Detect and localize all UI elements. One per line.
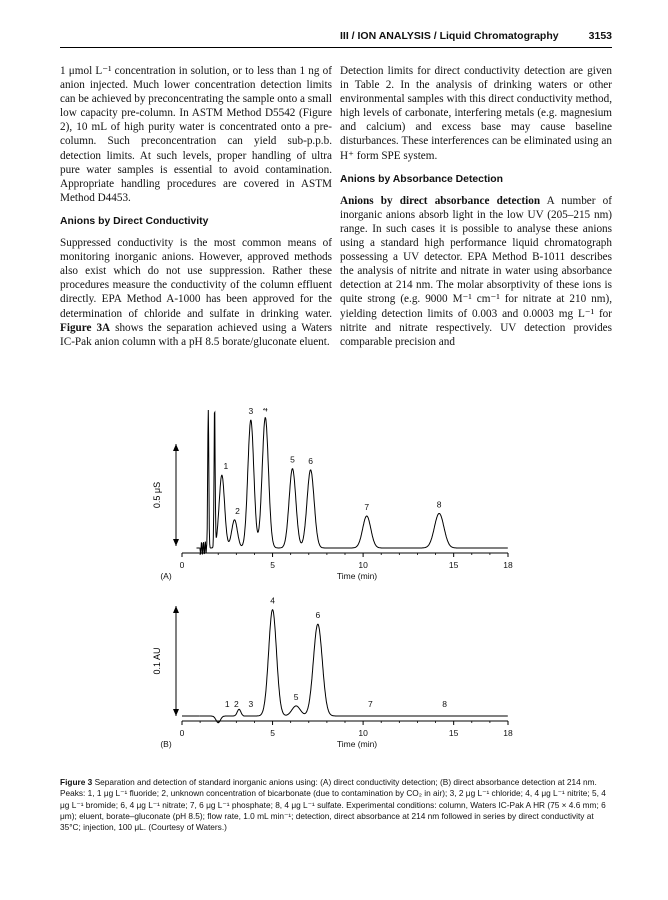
panel-a-peak-label: 6 xyxy=(308,455,313,466)
panel-b-trace xyxy=(199,610,508,723)
panel-b-peak-label: 2 xyxy=(233,699,239,709)
left-column xyxy=(60,64,332,349)
panel-b-panel-label: (B) xyxy=(160,739,172,749)
left-paragraph-2 xyxy=(60,236,332,349)
caption-label: Figure 3 xyxy=(60,777,93,787)
panel-a-peak-label: 8 xyxy=(436,499,442,510)
panel-a-peak-label: 3 xyxy=(248,408,254,416)
right-paragraph-1: Detection limits for direct conductivity detection are given in Table 2. In the analysis of drinking waters or other environmental samples with this direct conductivity method, high levels of carbonate, interfering metals (e.g. magnesium and calcium) and excess base may cause baseline disturbances. These interferences can be eliminated using an H⁺ form SPE system. xyxy=(340,65,612,162)
panel-b-scale-arrow-top xyxy=(173,606,179,613)
right-paragraph-2-text: A number of inorganic anions absorb light in the low UV (205–215 nm) range. In such cases it is possible to analyse these anions using a standard high performance liquid chromatograph possessing a UV detector. EPA Method B-1011 describes the analysis of nitrite and nitrate in water using absorbance detection at 214 nm. The molar absorptivity of these ions is quite strong (e.g. 9000 M⁻¹ cm⁻¹ for nitrate at 210 nm), yielding detection limits of 0.003 and 0.0003 mg L⁻¹ for nitrite and nitrate respectively. UV detection provides comparable precision and xyxy=(340,194,612,348)
left-paragraph-2-text: Suppressed conductivity is the most common means of monitoring inorganic anions. However, approved methods also exist which do not use suppression. Rather these procedures measure the conductivity of the column effluent directly. EPA Method A-1000 has been approved for the determination of chloride and sulfate in drinking water. xyxy=(60,237,332,320)
panel-a-y-axis-label: 0.5 μS xyxy=(152,481,162,509)
panel-b-y-axis-label: 0.1 AU xyxy=(152,647,162,675)
panel-b-peak-label: 5 xyxy=(293,691,299,702)
running-title: III / ION ANALYSIS / Liquid Chromatography xyxy=(340,30,559,42)
panel-b-peak-label: 3 xyxy=(248,699,254,709)
section-heading-direct-conductivity: Anions by Direct Conductivity xyxy=(60,215,209,227)
panel-a-peak-label: 2 xyxy=(235,505,240,516)
running-header xyxy=(340,30,612,42)
panel-a-peak-label: 7 xyxy=(364,502,370,512)
run-in-heading: Anions by direct absorbance detection xyxy=(340,194,541,207)
figure-3a-reference: Figure 3A xyxy=(60,321,111,334)
panel-a-x-tick-label: 15 xyxy=(448,560,459,570)
right-paragraph-2 xyxy=(340,194,612,349)
panel-b-x-tick-label: 18 xyxy=(503,728,513,738)
panel-b-x-tick-label: 15 xyxy=(448,728,459,738)
panel-a-x-axis-label: Time (min) xyxy=(336,571,378,581)
left-paragraph-1: 1 μmol L⁻¹ concentration in solution, or to less than 1 ng of anion injected. Much lower concentration detection limits can be achieved by preconcentrating the sample onto a small low capacity pre-column. In ASTM Method D5542 (Figure 2), 10 mL of high purity water is concentrated onto a pre-column. Such preconcentration can yield sub-p.p.b. detection limits. At such levels, proper handling of ultra pure water samples is essential to avoid contamination. Appropriate handling procedures are covered in ASTM Method D4453. xyxy=(60,65,332,204)
panel-b-peak-label: 4 xyxy=(270,595,275,606)
panel-a-x-tick-label: 18 xyxy=(503,560,513,570)
panel-a-x-tick-label: 5 xyxy=(270,560,275,570)
chromatogram-figure xyxy=(140,408,530,773)
panel-b-x-axis-label: Time (min) xyxy=(336,739,378,749)
figure-caption xyxy=(60,777,612,833)
panel-b-x-tick-label: 10 xyxy=(358,728,368,738)
figure-3 xyxy=(140,408,530,778)
section-heading-absorbance: Anions by Absorbance Detection xyxy=(340,173,504,185)
caption-text: Separation and detection of standard inorganic anions using: (A) direct conductivity detection; (B) direct absorbance detection at 214 nm. Peaks: 1, 1 μg L⁻¹ fluoride; 2, unknown concentration of bicarbonate (due to contamination by CO₂ in air); 3, 2 μg L⁻¹ chloride; 4, 4 μg L⁻¹ nitrite; 5, 4 μg L⁻¹ bromide; 6, 4 μg L⁻¹ nitrate; 7, 6 μg L⁻¹ phosphate; 8, 4 μg L⁻¹ sulfate. Experimental conditions: column, Waters IC-Pak A HR (75 × 4.6 mm; 6 μm); eluent, borate–gluconate (pH 8.5); flow rate, 1.0 mL min⁻¹; detection, direct absorbance at 214 nm followed in series by direct conductivity at 35°C; injection, 100 μL. (Courtesy of Waters.) xyxy=(60,777,606,833)
panel-b-peak-label: 1 xyxy=(224,699,230,709)
panel-a-panel-label: (A) xyxy=(160,571,172,581)
panel-a-peak-label: 4 xyxy=(262,408,268,414)
panel-a-trace xyxy=(199,410,508,554)
header-rule xyxy=(60,47,612,48)
panel-a-scale-arrow-top xyxy=(173,444,179,451)
panel-b-peak-label: 8 xyxy=(442,699,447,709)
panel-b-scale-arrow-bottom xyxy=(173,709,179,716)
panel-a-peak-label: 1 xyxy=(223,461,229,472)
right-column xyxy=(340,64,612,349)
left-paragraph-2-tail: shows the separation achieved using a Waters IC-Pak anion column with a pH 8.5 borate/gluconate eluent. xyxy=(60,321,332,348)
panel-a-scale-arrow-bottom xyxy=(173,539,179,546)
panel-a-x-tick-label: 0 xyxy=(179,560,185,570)
panel-b-x-tick-label: 0 xyxy=(179,728,185,738)
panel-b-peak-label: 6 xyxy=(315,610,321,621)
panel-a-peak-label: 5 xyxy=(290,454,295,465)
panel-b-x-tick-label: 5 xyxy=(270,728,275,738)
panel-a-x-tick-label: 10 xyxy=(358,560,368,570)
page-number: 3153 xyxy=(588,30,612,42)
panel-b-peak-label: 7 xyxy=(367,699,373,709)
